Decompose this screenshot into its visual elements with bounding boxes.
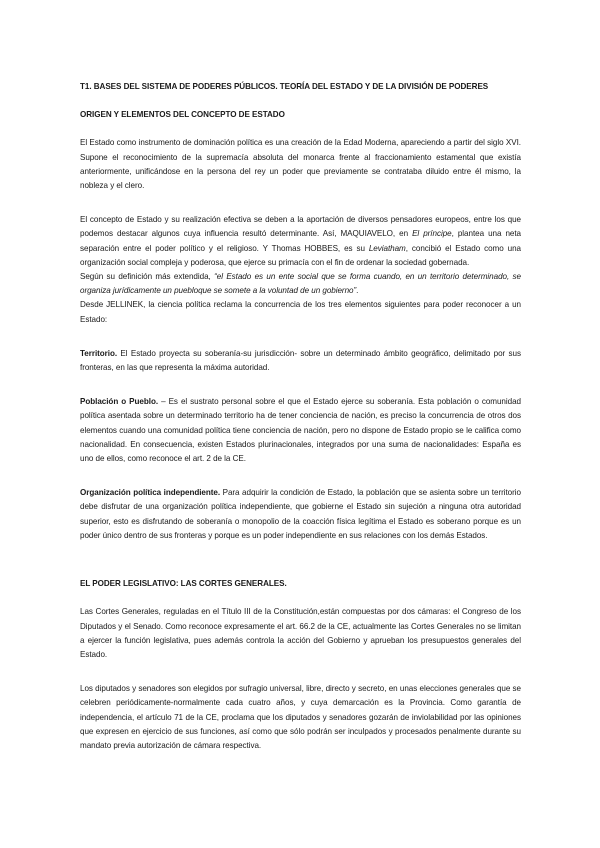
paragraph-jellinek: Desde JELLINEK, la ciencia política reclama la concurrencia de los tres elementos siguientes para poder reconocer a un Estado: xyxy=(80,300,521,324)
text-run: . xyxy=(356,286,359,296)
paragraph-state-concept xyxy=(80,213,521,270)
document-title: T1. BASES DEL SISTEMA DE PODERES PÚBLICOS. TEORÍA DEL ESTADO Y DE LA DIVISIÓN DE PODERES xyxy=(80,82,489,91)
book-title-leviatham: Leviatham xyxy=(368,243,406,253)
paragraph-organizacion xyxy=(80,486,521,543)
document-page xyxy=(80,80,521,753)
book-title-el-principe: El príncipe xyxy=(412,229,452,239)
text-run: El concepto de Estado y su realización efectiva se deben a la aportación de diversos pensadores europeos, entre los que podemos destacar algunos cuya influencia resultó determinante. Así, MAQUIAVELO, en xyxy=(80,215,521,239)
text-run: Para adquirir la condición de Estado, la población que se asienta sobre un territorio debe disfrutar de una organización política independiente, que gobierne el Estado sin sujeción a ninguna otra autoridad superior, esto es disfrutando de soberanía o monopolio de la coacción física legítima el Estado es soberano porque es un poder único dentro de sus fronteras y porque es un poder independiente en sus relaciones con los demás Estados. xyxy=(80,488,521,540)
term-organizacion: Organización política independiente. xyxy=(80,488,221,498)
text-run: Según su definición más extendida, xyxy=(80,272,215,282)
section-heading-legislativo: EL PODER LEGISLATIVO: LAS CORTES GENERALES. xyxy=(80,579,287,589)
text-run: , concibió el Estado como una organización social compleja y poderosa, que ejerce su primacía con el fin de ordenar la sociedad gobernada. xyxy=(80,243,521,267)
term-poblacion: Población o Pueblo. xyxy=(80,397,159,407)
paragraph-state-origin: El Estado como instrumento de dominación política es una creación de la Edad Moderna, apareciendo a partir del siglo XVI. Supone el reconocimiento de la supremacía absoluta del monarca frente al fraccionamiento estamental que existía anteriormente, unificándose en la persona del rey un poder que previamente se contrataba diluido entre él mismo, la nobleza y el clero. xyxy=(80,138,521,191)
term-territorio: Territorio. xyxy=(80,348,118,358)
paragraph-definition xyxy=(80,270,521,298)
definition-quote: “el Estado es un ente social que se forma cuando, en un territorio determinado, se organiza jurídicamente un puebloque se somete a la voluntad de un gobierno” xyxy=(80,272,521,296)
section-heading-origin: ORIGEN Y ELEMENTOS DEL CONCEPTO DE ESTADO xyxy=(80,110,285,120)
text-run: El Estado proyecta su soberanía-su jurisdicción- sobre un determinado ámbito geográfico, delimitado por sus fronteras, en las que representa la máxima autoridad. xyxy=(80,348,521,373)
paragraph-cortes: Las Cortes Generales, reguladas en el Título III de la Constitución,están compuestas por dos cámaras: el Congreso de los Diputados y el Senado. Como reconoce expresamente el art. 66.2 de la CE, actualmente las Cortes Generales no se limitan a ejercer la función legislativa, pues además controla la acción del Gobierno y aprueban los presupuestos generales del Estado. xyxy=(80,607,521,660)
paragraph-poblacion xyxy=(80,395,521,466)
paragraph-elecciones: Los diputados y senadores son elegidos por sufragio universal, libre, directo y secreto, en unas elecciones generales que se celebren periódicamente-normalmente cada cuatro años, y cuya demarcación es la Provincia. Como garantía de independencia, el artículo 71 de la CE, proclama que los diputados y senadores gozarán de inviolabilidad por las opiniones que expresen en ejercicio de sus funciones, así como que sólo podrán ser inculpados y procesados penalmente durante su mandato previa autorización de cámara respectiva. xyxy=(80,684,521,751)
text-run: , plantea una neta separación entre el poder político y el religioso. Y Thomas HOBBES, es su xyxy=(80,229,522,253)
paragraph-territorio xyxy=(80,347,521,375)
text-run: – Es el sustrato personal sobre el que el Estado ejerce su soberanía. Esta población o comunidad política asentada sobre un determinado territorio ha de tener conciencia de nación, es preciso la concurrencia de otros dos elementos cuando una comunidad política tiene conciencia de nación, pero no dispone de Estado propio se le califica como nacionalidad. En consecuencia, existen Estados plurinacionales, integrados por una suma de nacionalidades: España es uno de ellos, como reconoce el art. 2 de la CE. xyxy=(80,397,521,464)
